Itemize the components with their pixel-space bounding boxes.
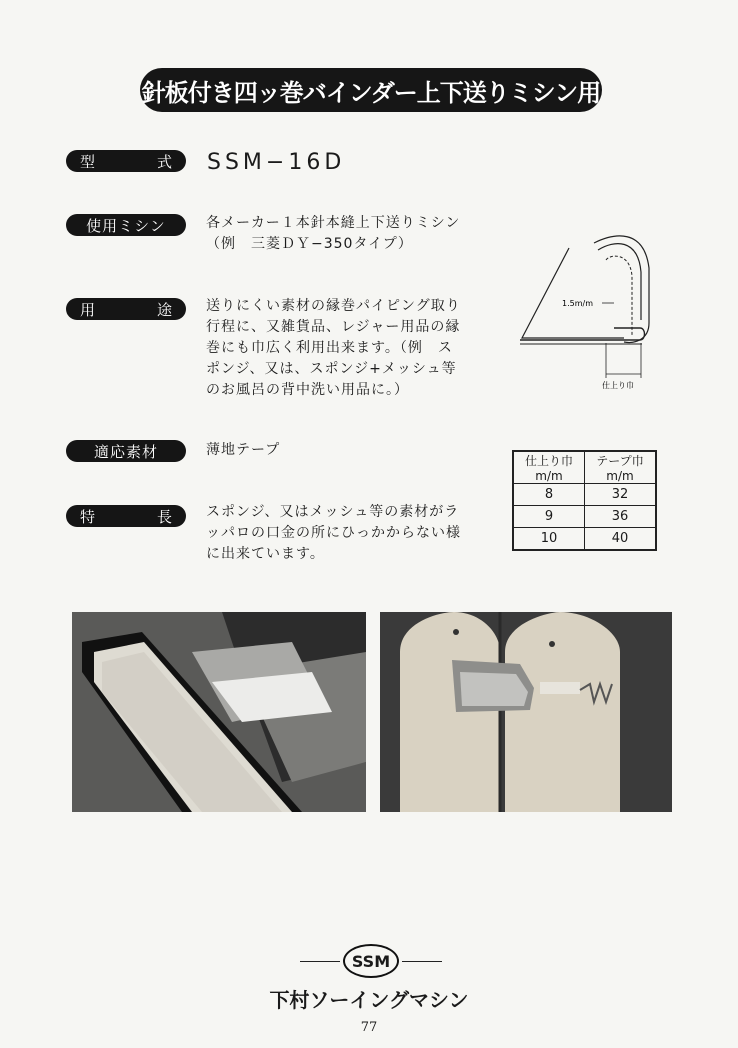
sewing-photo-left [72, 612, 366, 812]
table-row [513, 506, 656, 528]
label-feature-char-2: 長 [156, 507, 172, 526]
table-cell: 40 [585, 528, 657, 551]
table-row [513, 528, 656, 551]
footer-rule-left [300, 961, 340, 962]
label-model [66, 150, 186, 172]
label-feature-char-1: 特 [80, 507, 96, 526]
table-cell: 36 [585, 506, 657, 528]
use-text: 送りにくい素材の縁巻パイピング取り 行程に、又雑貨品、レジャー用品の縁 巻にも巾広く利用出来ます。（例 ス ポンジ、又は、スポンジ+メッシュ等 のお風呂の背中洗い用品に。） [206, 298, 461, 398]
table-cell: 9 [513, 506, 585, 528]
finished-width-label: 仕上り巾 [602, 381, 634, 390]
machine-text: 各メーカー１本針本縫上下送りミシン （例 三菱ＤＹ−350タイプ） [206, 215, 461, 252]
table-cell: 10 [513, 528, 585, 551]
table-cell: 8 [513, 484, 585, 506]
label-use-char-1: 用 [80, 300, 96, 319]
label-feature [66, 505, 186, 527]
feature-text: スポンジ、又はメッシュ等の素材がラ ッパロの口金の所にひっかからない様 に出来ています。 [206, 504, 461, 562]
binding-cross-section-diagram [514, 228, 664, 398]
label-material [66, 440, 186, 462]
label-machine [66, 214, 186, 236]
ssm-logo [343, 944, 399, 978]
label-model-char-2: 式 [156, 152, 172, 171]
label-machine-text: 使用ミシン [86, 216, 166, 235]
ssm-logo-text: SSM [351, 951, 391, 971]
footer-rule-right [402, 961, 442, 962]
table-header-finished-width: 仕上り巾m/m [513, 451, 585, 484]
label-use [66, 298, 186, 320]
label-material-text: 適応素材 [93, 442, 158, 461]
table-header-tape-width: テープ巾m/m [585, 451, 657, 484]
table-row [513, 484, 656, 506]
material-text: 薄地テープ [206, 442, 281, 458]
title-banner [140, 68, 602, 112]
page-title: 針板付き四ッ巻バインダー上下送りミシン用 [141, 78, 601, 107]
label-model-char-1: 型 [80, 152, 96, 171]
page-number: 77 [360, 1020, 378, 1035]
binder-attachment-photo [380, 612, 672, 812]
model-number: SSM−16D [207, 150, 346, 175]
company-name: 下村ソーイングマシン [269, 988, 469, 1012]
width-spec-table [512, 450, 657, 551]
dimension-label: 1.5m/m [562, 299, 594, 308]
label-use-char-2: 途 [156, 300, 172, 319]
table-cell: 32 [585, 484, 657, 506]
